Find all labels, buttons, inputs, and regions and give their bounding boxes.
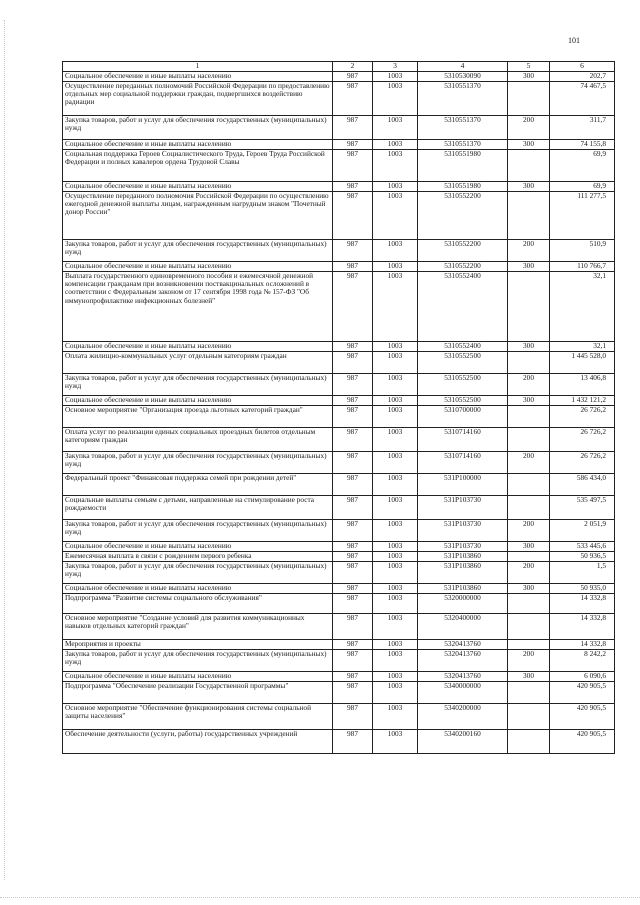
row-ministry-code: 987 <box>333 561 373 583</box>
table-row <box>63 639 615 649</box>
row-expense-type <box>508 639 550 649</box>
table-row <box>63 71 615 81</box>
row-ministry-code: 987 <box>333 639 373 649</box>
row-expense-type: 300 <box>508 395 550 405</box>
row-amount: 26 726,2 <box>550 451 615 473</box>
row-target-article: 531P103860 <box>418 583 508 593</box>
row-ministry-code: 987 <box>333 149 373 181</box>
table-row <box>63 495 615 519</box>
row-expense-type <box>508 703 550 729</box>
row-section-code: 1003 <box>373 271 418 341</box>
row-amount: 420 905,5 <box>550 681 615 703</box>
table-body <box>63 71 615 753</box>
row-name: Мероприятия и проекты <box>63 639 333 649</box>
row-section-code: 1003 <box>373 115 418 139</box>
row-target-article: 531P103730 <box>418 541 508 551</box>
row-section-code: 1003 <box>373 341 418 351</box>
row-target-article: 5310530090 <box>418 71 508 81</box>
row-name: Социальное обеспечение и иные выплаты населению <box>63 139 333 149</box>
row-section-code: 1003 <box>373 71 418 81</box>
row-expense-type <box>508 149 550 181</box>
row-amount: 26 726,2 <box>550 427 615 451</box>
row-amount: 510,9 <box>550 239 615 261</box>
column-header: 3 <box>373 62 418 72</box>
row-name: Основное мероприятие "Организация проезда льготных категорий граждан" <box>63 405 333 427</box>
row-name: Выплата государственного единовременного пособия и ежемесячной денежной компенсации гражданам при возникновении поствакцинальных осложнений в соответствии с Федеральным законом от 17 сентября 1998 года № 157-ФЗ "Об иммунопрофилактике инфекционных болезней" <box>63 271 333 341</box>
row-name: Закупка товаров, работ и услуг для обеспечения государственных (муниципальных) нужд <box>63 239 333 261</box>
row-target-article: 5310552500 <box>418 395 508 405</box>
row-expense-type: 300 <box>508 583 550 593</box>
row-expense-type <box>508 551 550 561</box>
row-expense-type: 300 <box>508 541 550 551</box>
row-amount: 420 905,5 <box>550 729 615 753</box>
row-name: Социальное обеспечение и иные выплаты населению <box>63 181 333 191</box>
row-amount: 69,9 <box>550 181 615 191</box>
row-name: Осуществление переданных полномочий Российской Федерации по предоставлению отдельных мер социальной поддержки граждан, подвергшихся воздействию радиации <box>63 81 333 115</box>
row-expense-type: 300 <box>508 139 550 149</box>
row-target-article: 531P103730 <box>418 495 508 519</box>
row-ministry-code: 987 <box>333 729 373 753</box>
table-row <box>63 139 615 149</box>
row-section-code: 1003 <box>373 519 418 541</box>
row-expense-type: 200 <box>508 649 550 671</box>
table-row <box>63 681 615 703</box>
row-ministry-code: 987 <box>333 239 373 261</box>
row-target-article: 5320413760 <box>418 639 508 649</box>
row-target-article: 5310552400 <box>418 271 508 341</box>
row-section-code: 1003 <box>373 495 418 519</box>
row-section-code: 1003 <box>373 671 418 681</box>
row-name: Социальное обеспечение и иные выплаты населению <box>63 341 333 351</box>
row-amount: 420 905,5 <box>550 703 615 729</box>
row-target-article: 5310552200 <box>418 261 508 271</box>
row-target-article: 5310551370 <box>418 115 508 139</box>
row-name: Социальные выплаты семьям с детьми, направленные на стимулирование роста рождаемости <box>63 495 333 519</box>
table-row <box>63 561 615 583</box>
row-target-article: 5310552500 <box>418 351 508 373</box>
row-section-code: 1003 <box>373 261 418 271</box>
row-target-article: 5310714160 <box>418 451 508 473</box>
row-target-article: 5320413760 <box>418 649 508 671</box>
table-row <box>63 373 615 395</box>
row-name: Социальное обеспечение и иные выплаты населению <box>63 541 333 551</box>
row-section-code: 1003 <box>373 703 418 729</box>
row-expense-type <box>508 613 550 639</box>
row-expense-type: 300 <box>508 71 550 81</box>
row-expense-type: 300 <box>508 181 550 191</box>
row-ministry-code: 987 <box>333 551 373 561</box>
row-amount: 311,7 <box>550 115 615 139</box>
row-amount: 14 332,8 <box>550 593 615 613</box>
table-row <box>63 649 615 671</box>
row-ministry-code: 987 <box>333 671 373 681</box>
row-target-article: 5310552400 <box>418 341 508 351</box>
row-section-code: 1003 <box>373 639 418 649</box>
row-target-article: 5310700000 <box>418 405 508 427</box>
row-amount: 14 332,8 <box>550 613 615 639</box>
row-ministry-code: 987 <box>333 451 373 473</box>
row-section-code: 1003 <box>373 395 418 405</box>
row-expense-type: 200 <box>508 451 550 473</box>
row-section-code: 1003 <box>373 149 418 181</box>
column-number-row <box>63 62 615 72</box>
table-row <box>63 81 615 115</box>
row-name: Основное мероприятие "Обеспечение функционирования системы социальной защиты населения" <box>63 703 333 729</box>
row-target-article: 5320400000 <box>418 613 508 639</box>
row-name: Осуществление переданного полномочия Российской Федерации по осуществлению ежегодной денежной выплаты лицам, награжденным нагрудным знаком "Почетный донор России" <box>63 191 333 239</box>
table-row <box>63 115 615 139</box>
row-ministry-code: 987 <box>333 405 373 427</box>
row-ministry-code: 987 <box>333 681 373 703</box>
row-amount: 6 090,6 <box>550 671 615 681</box>
table-row <box>63 613 615 639</box>
row-target-article: 5340200000 <box>418 703 508 729</box>
row-name: Обеспечение деятельности (услуги, работы) государственных учреждений <box>63 729 333 753</box>
column-header: 4 <box>418 62 508 72</box>
row-name: Социальное обеспечение и иные выплаты населению <box>63 671 333 681</box>
row-target-article: 531P103730 <box>418 519 508 541</box>
row-ministry-code: 987 <box>333 427 373 451</box>
column-header: 6 <box>550 62 615 72</box>
row-ministry-code: 987 <box>333 495 373 519</box>
row-section-code: 1003 <box>373 373 418 395</box>
row-amount: 74 467,5 <box>550 81 615 115</box>
row-ministry-code: 987 <box>333 81 373 115</box>
row-target-article: 5310714160 <box>418 427 508 451</box>
row-section-code: 1003 <box>373 541 418 551</box>
row-expense-type <box>508 729 550 753</box>
row-expense-type: 200 <box>508 373 550 395</box>
row-target-article: 5320000000 <box>418 593 508 613</box>
row-ministry-code: 987 <box>333 395 373 405</box>
table-row <box>63 729 615 753</box>
row-target-article: 5310552200 <box>418 191 508 239</box>
table-row <box>63 395 615 405</box>
row-name: Социальное обеспечение и иные выплаты населению <box>63 583 333 593</box>
row-name: Закупка товаров, работ и услуг для обеспечения государственных (муниципальных) нужд <box>63 451 333 473</box>
row-expense-type <box>508 351 550 373</box>
row-section-code: 1003 <box>373 427 418 451</box>
row-amount: 32,1 <box>550 341 615 351</box>
row-section-code: 1003 <box>373 351 418 373</box>
row-target-article: 531P103860 <box>418 551 508 561</box>
row-ministry-code: 987 <box>333 473 373 495</box>
row-amount: 202,7 <box>550 71 615 81</box>
table-row <box>63 351 615 373</box>
table-row <box>63 341 615 351</box>
row-section-code: 1003 <box>373 473 418 495</box>
row-expense-type: 200 <box>508 115 550 139</box>
row-name: Социальное обеспечение и иные выплаты населению <box>63 71 333 81</box>
row-ministry-code: 987 <box>333 351 373 373</box>
table-row <box>63 181 615 191</box>
row-expense-type <box>508 81 550 115</box>
row-name: Оплата услуг по реализации единых социальных проездных билетов отдельным категориям граждан <box>63 427 333 451</box>
row-name: Закупка товаров, работ и услуг для обеспечения государственных (муниципальных) нужд <box>63 115 333 139</box>
scan-edge-left <box>4 20 6 880</box>
row-amount: 533 445,6 <box>550 541 615 551</box>
row-ministry-code: 987 <box>333 181 373 191</box>
row-expense-type: 200 <box>508 239 550 261</box>
row-amount: 111 277,5 <box>550 191 615 239</box>
row-section-code: 1003 <box>373 239 418 261</box>
row-amount: 1 432 121,2 <box>550 395 615 405</box>
row-target-article: 5310551980 <box>418 181 508 191</box>
row-expense-type: 200 <box>508 519 550 541</box>
row-amount: 2 051,9 <box>550 519 615 541</box>
column-header: 1 <box>63 62 333 72</box>
row-ministry-code: 987 <box>333 649 373 671</box>
row-amount: 74 155,8 <box>550 139 615 149</box>
row-name: Закупка товаров, работ и услуг для обеспечения государственных (муниципальных) нужд <box>63 519 333 541</box>
row-ministry-code: 987 <box>333 613 373 639</box>
row-amount: 69,9 <box>550 149 615 181</box>
row-expense-type <box>508 473 550 495</box>
row-section-code: 1003 <box>373 191 418 239</box>
row-ministry-code: 987 <box>333 191 373 239</box>
row-expense-type <box>508 495 550 519</box>
table-row <box>63 473 615 495</box>
table-row <box>63 583 615 593</box>
table-row <box>63 703 615 729</box>
page-number: 101 <box>568 36 580 45</box>
row-amount: 1 445 528,0 <box>550 351 615 373</box>
row-target-article: 531P100000 <box>418 473 508 495</box>
row-ministry-code: 987 <box>333 139 373 149</box>
table-row <box>63 261 615 271</box>
table-row <box>63 519 615 541</box>
table-row <box>63 541 615 551</box>
row-name: Подпрограмма "Обеспечение реализации Государственной программы" <box>63 681 333 703</box>
row-ministry-code: 987 <box>333 373 373 395</box>
row-name: Социальное обеспечение и иные выплаты населению <box>63 395 333 405</box>
row-ministry-code: 987 <box>333 71 373 81</box>
row-name: Ежемесячная выплата в связи с рождением первого ребенка <box>63 551 333 561</box>
row-target-article: 5310552500 <box>418 373 508 395</box>
row-amount: 26 726,2 <box>550 405 615 427</box>
row-expense-type <box>508 191 550 239</box>
table-row <box>63 149 615 181</box>
row-expense-type <box>508 405 550 427</box>
row-section-code: 1003 <box>373 613 418 639</box>
row-target-article: 5310551980 <box>418 149 508 181</box>
row-expense-type <box>508 271 550 341</box>
row-section-code: 1003 <box>373 681 418 703</box>
row-ministry-code: 987 <box>333 261 373 271</box>
row-expense-type <box>508 427 550 451</box>
table-row <box>63 239 615 261</box>
row-name: Оплата жилищно-коммунальных услуг отдельным категориям граждан <box>63 351 333 373</box>
row-target-article: 5320413760 <box>418 671 508 681</box>
row-section-code: 1003 <box>373 583 418 593</box>
row-section-code: 1003 <box>373 81 418 115</box>
table-row <box>63 593 615 613</box>
row-ministry-code: 987 <box>333 115 373 139</box>
row-section-code: 1003 <box>373 139 418 149</box>
table-row <box>63 271 615 341</box>
row-section-code: 1003 <box>373 729 418 753</box>
row-amount: 8 242,2 <box>550 649 615 671</box>
row-amount: 1,5 <box>550 561 615 583</box>
column-header: 5 <box>508 62 550 72</box>
row-amount: 110 766,7 <box>550 261 615 271</box>
row-amount: 50 935,0 <box>550 583 615 593</box>
row-expense-type: 300 <box>508 261 550 271</box>
row-amount: 32,1 <box>550 271 615 341</box>
row-name: Закупка товаров, работ и услуг для обеспечения государственных (муниципальных) нужд <box>63 649 333 671</box>
row-name: Подпрограмма "Развитие системы социального обслуживания" <box>63 593 333 613</box>
row-section-code: 1003 <box>373 649 418 671</box>
table-row <box>63 671 615 681</box>
row-ministry-code: 987 <box>333 519 373 541</box>
row-name: Закупка товаров, работ и услуг для обеспечения государственных (муниципальных) нужд <box>63 373 333 395</box>
row-section-code: 1003 <box>373 181 418 191</box>
row-ministry-code: 987 <box>333 341 373 351</box>
row-name: Закупка товаров, работ и услуг для обеспечения государственных (муниципальных) нужд <box>63 561 333 583</box>
table-row <box>63 551 615 561</box>
row-expense-type <box>508 593 550 613</box>
table-row <box>63 405 615 427</box>
scan-edge-bottom <box>0 897 640 899</box>
row-section-code: 1003 <box>373 561 418 583</box>
row-target-article: 5310552200 <box>418 239 508 261</box>
budget-table <box>62 61 615 754</box>
row-section-code: 1003 <box>373 593 418 613</box>
row-expense-type: 300 <box>508 671 550 681</box>
row-amount: 586 434,0 <box>550 473 615 495</box>
row-target-article: 5340200160 <box>418 729 508 753</box>
row-section-code: 1003 <box>373 451 418 473</box>
row-ministry-code: 987 <box>333 271 373 341</box>
row-ministry-code: 987 <box>333 593 373 613</box>
row-target-article: 5310551370 <box>418 81 508 115</box>
row-amount: 535 497,5 <box>550 495 615 519</box>
table-row <box>63 191 615 239</box>
row-section-code: 1003 <box>373 405 418 427</box>
table-row <box>63 451 615 473</box>
row-target-article: 5340000000 <box>418 681 508 703</box>
row-name: Основное мероприятие "Создание условий для развития коммуникационных навыков отдельных категорий граждан" <box>63 613 333 639</box>
table-row <box>63 427 615 451</box>
row-expense-type: 300 <box>508 341 550 351</box>
row-amount: 13 406,8 <box>550 373 615 395</box>
column-header: 2 <box>333 62 373 72</box>
row-name: Федеральный проект "Финансовая поддержка семей при рождении детей" <box>63 473 333 495</box>
row-target-article: 531P103860 <box>418 561 508 583</box>
row-amount: 14 332,8 <box>550 639 615 649</box>
row-target-article: 5310551370 <box>418 139 508 149</box>
row-amount: 50 936,5 <box>550 551 615 561</box>
row-expense-type: 200 <box>508 561 550 583</box>
row-ministry-code: 987 <box>333 583 373 593</box>
row-ministry-code: 987 <box>333 703 373 729</box>
row-ministry-code: 987 <box>333 541 373 551</box>
row-name: Социальное обеспечение и иные выплаты населению <box>63 261 333 271</box>
row-name: Социальная поддержка Героев Социалистического Труда, Героев Труда Российской Федерации и полных кавалеров ордена Трудовой Славы <box>63 149 333 181</box>
row-expense-type <box>508 681 550 703</box>
row-section-code: 1003 <box>373 551 418 561</box>
